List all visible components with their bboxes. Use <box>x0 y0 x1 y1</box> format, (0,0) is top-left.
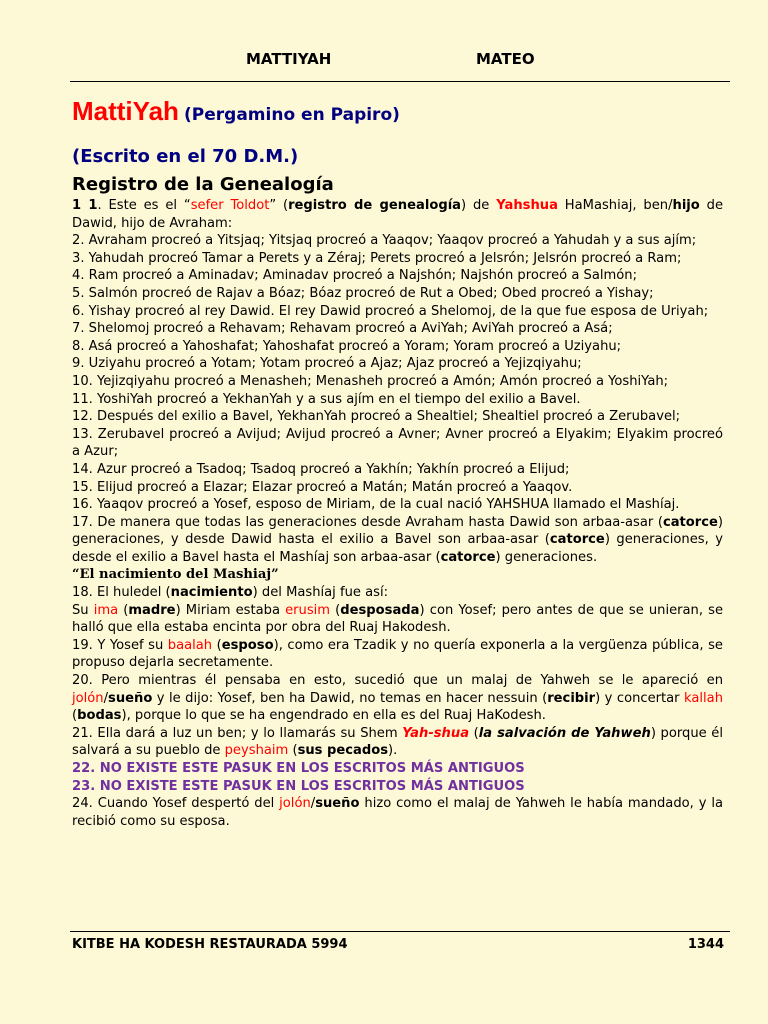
verse-17: 17. De manera que todas las generaciones desde Avraham hasta Dawid son arbaa-asar (catorce) generaciones, y desde Dawid hasta el exilio a Bavel son arbaa-asar (catorce) generaciones, y desde el exilio a Bavel hasta el Mashíaj son arbaa-asar (catorce) generaciones. <box>72 514 723 565</box>
verse-10: 10. Yejizqiyahu procreó a Menasheh; Menasheh procreó a Amón; Amón procreó a YoshiYah; <box>72 373 669 389</box>
verse-16: 16. Yaaqov procreó a Yosef, esposo de Miriam, de la cual nació YAHSHUA llamado el Mashíaj. <box>72 497 680 513</box>
verse-19: 19. Y Yosef su baalah (esposo), como era Tzadik y no quería exponerla a la vergüenza pública, se propuso dejarla secretamente. <box>72 637 723 671</box>
title-main: MattiYah <box>72 96 179 126</box>
verse-22: 22. NO EXISTE ESTE PASUK EN LOS ESCRITOS MÁS ANTIGUOS <box>72 761 525 776</box>
verse-1: 1 1. Este es el “sefer Toldot” (registro de genealogía) de Yahshua HaMashiaj, ben/hijo de Dawid, hijo de Avraham: <box>72 198 724 231</box>
section-heading: Registro de la Genealogía <box>72 174 334 195</box>
scripture-body <box>72 197 723 830</box>
verse-8: 8. Asá procreó a Yahoshafat; Yahoshafat procreó a Yoram; Yoram procreó a Uziyahu; <box>72 338 622 354</box>
verse-12: 12. Después del exilio a Bavel, YekhanYah procreó a Shealtiel; Shealtiel procreó a Zerubavel; <box>72 409 681 425</box>
verse-18: 18. El huledel (nacimiento) del Mashíaj fue así: <box>72 585 389 601</box>
page-number: 1344 <box>687 937 724 952</box>
verse-21: 21. Ella dará a luz un ben; y lo llamarás su Shem Yah-shua (la salvación de Yahweh) porque él salvará a su pueblo de peyshaim (sus pecados). <box>72 725 723 759</box>
verse-11: 11. YoshiYah procreó a YekhanYah y a sus ajím en el tiempo del exilio a Bavel. <box>72 391 581 407</box>
verse-7: 7. Shelomoj procreó a Rehavam; Rehavam procreó a AviYah; AviYah procreó a Asá; <box>72 321 613 337</box>
verse-15: 15. Elijud procreó a Elazar; Elazar procreó a Matán; Matán procreó a Yaaqov. <box>72 479 573 495</box>
book-title <box>72 96 400 127</box>
verse-14: 14. Azur procreó a Tsadoq; Tsadoq procreó a Yakhín; Yakhín procreó a Elijud; <box>72 461 570 477</box>
footer-left: KITBE HA KODESH RESTAURADA 5994 <box>72 937 348 952</box>
header-left: MATTIYAH <box>246 50 332 68</box>
verse-18-cont: Su ima (madre) Miriam estaba erusim (desposada) con Yosef; pero antes de que se unieran, se halló que ella estaba encinta por obra del Ruaj Hakodesh. <box>72 602 723 636</box>
verse-2: 2. Avraham procreó a Yitsjaq; Yitsjaq procreó a Yaaqov; Yaaqov procreó a Yahudah y a sus ajím; <box>72 233 697 249</box>
subheading: “El nacimiento del Mashiaj” <box>72 567 279 583</box>
verse-4: 4. Ram procreó a Aminadav; Aminadav procreó a Najshón; Najshón procreó a Salmón; <box>72 268 637 284</box>
verse-9: 9. Uziyahu procreó a Yotam; Yotam procreó a Ajaz; Ajaz procreó a Yejizqiyahu; <box>72 356 582 372</box>
page-footer <box>72 937 724 952</box>
title-sub: (Pergamino en Papiro) <box>184 105 400 125</box>
verse-24: 24. Cuando Yosef despertó del jolón/sueño hizo como el malaj de Yahweh le había mandado, y la recibió como su esposa. <box>72 796 723 829</box>
verse-5: 5. Salmón procreó de Rajav a Bóaz; Bóaz procreó de Rut a Obed; Obed procreó a Yishay; <box>72 285 654 301</box>
page-header <box>0 50 768 70</box>
header-rule <box>70 81 730 82</box>
verse-13: 13. Zerubavel procreó a Avijud; Avijud procreó a Avner; Avner procreó a Elyakim; Elyakim procreó a Azur; <box>72 426 723 460</box>
verse-23: 23. NO EXISTE ESTE PASUK EN LOS ESCRITOS MÁS ANTIGUOS <box>72 778 525 794</box>
verse-6: 6. Yishay procreó al rey Dawid. El rey Dawid procreó a Shelomoj, de la que fue esposa de Uriyah; <box>72 303 709 319</box>
header-right: MATEO <box>476 50 535 68</box>
verse-20: 20. Pero mientras él pensaba en esto, sucedió que un malaj de Yahweh se le apareció en jolón/sueño y le dijo: Yosef, ben ha Dawid, no temas en hacer nessuin (recibir) y concertar kallah (bodas), porque lo que se ha engendrado en ella es del Ruaj HaKodesh. <box>72 673 723 724</box>
verse-3: 3. Yahudah procreó Tamar a Perets y a Zéraj; Perets procreó a Jelsrón; Jelsrón procreó a Ram; <box>72 250 682 266</box>
footer-rule <box>70 931 730 932</box>
written-date: (Escrito en el 70 D.M.) <box>72 146 299 167</box>
